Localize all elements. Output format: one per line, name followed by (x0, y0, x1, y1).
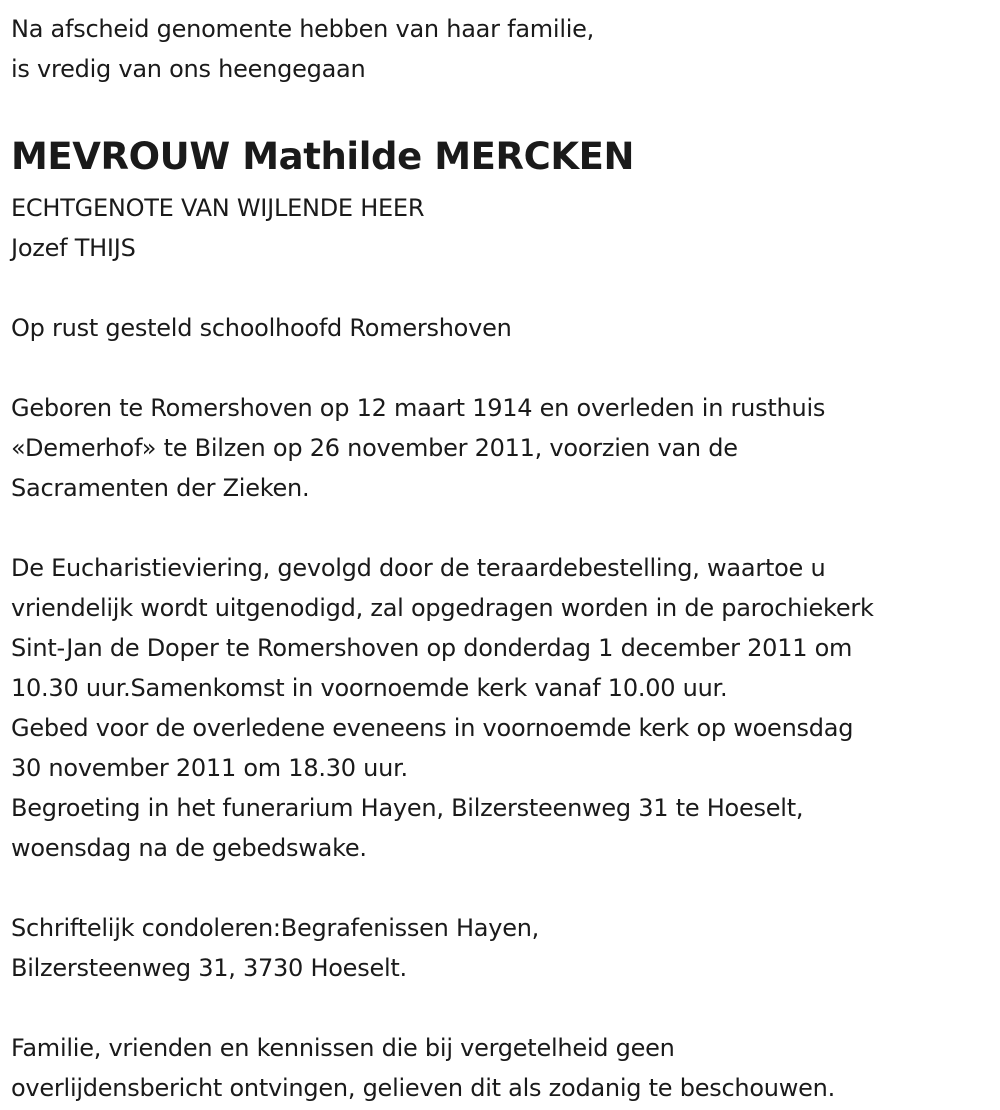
paragraph-line: overlijdensbericht ontvingen, gelieven dit als zodanig te beschouwen. (11, 1074, 835, 1102)
paragraph-line: Sint-Jan de Doper te Romershoven op donderdag 1 december 2011 om (11, 634, 853, 662)
paragraph-line: woensdag na de gebedswake. (11, 834, 367, 862)
paragraph-line: Sacramenten der Zieken. (11, 474, 310, 502)
paragraph-line: Gebed voor de overledene eveneens in voornoemde kerk op woensdag (11, 714, 854, 742)
intro-text (11, 9, 996, 89)
paragraph-line: Geboren te Romershoven op 12 maart 1914 en overleden in rusthuis (11, 394, 826, 422)
spacer (11, 268, 996, 308)
paragraph-line: De Eucharistieviering, gevolgd door de teraardebestelling, waartoe u (11, 554, 826, 582)
intro-line: Na afscheid genomente hebben van haar familie, (11, 15, 595, 43)
paragraph-line: Schriftelijk condoleren:Begrafenissen Hayen, (11, 914, 540, 942)
paragraph-line: 30 november 2011 om 18.30 uur. (11, 754, 408, 782)
ceremony-paragraph (11, 548, 996, 868)
paragraph-line: Bilzersteenweg 31, 3730 Hoeselt. (11, 954, 407, 982)
deceased-name: MEVROUW Mathilde MERCKEN (11, 135, 635, 178)
closing-paragraph (11, 1028, 996, 1108)
spacer (11, 988, 996, 1028)
spouse-name: Jozef THIJS (11, 234, 136, 262)
spacer (11, 868, 996, 908)
intro-line: is vredig van ons heengegaan (11, 55, 366, 83)
paragraph-line: 10.30 uur.Samenkomst in voornoemde kerk vanaf 10.00 uur. (11, 674, 728, 702)
profession-line: Op rust gesteld schoolhoofd Romershoven (11, 314, 512, 342)
spouse-title: ECHTGENOTE VAN WIJLENDE HEER (11, 194, 425, 222)
obituary-notice (11, 9, 996, 1108)
birth-death-paragraph (11, 388, 996, 508)
paragraph-line: «Demerhof» te Bilzen op 26 november 2011, voorzien van de (11, 434, 738, 462)
paragraph-line: vriendelijk wordt uitgenodigd, zal opgedragen worden in de parochiekerk (11, 594, 874, 622)
paragraph-line: Begroeting in het funerarium Hayen, Bilzersteenweg 31 te Hoeselt, (11, 794, 804, 822)
condolences-paragraph (11, 908, 996, 988)
spacer (11, 508, 996, 548)
spacer (11, 348, 996, 388)
paragraph-line: Familie, vrienden en kennissen die bij vergetelheid geen (11, 1034, 675, 1062)
spouse-info (11, 188, 996, 268)
